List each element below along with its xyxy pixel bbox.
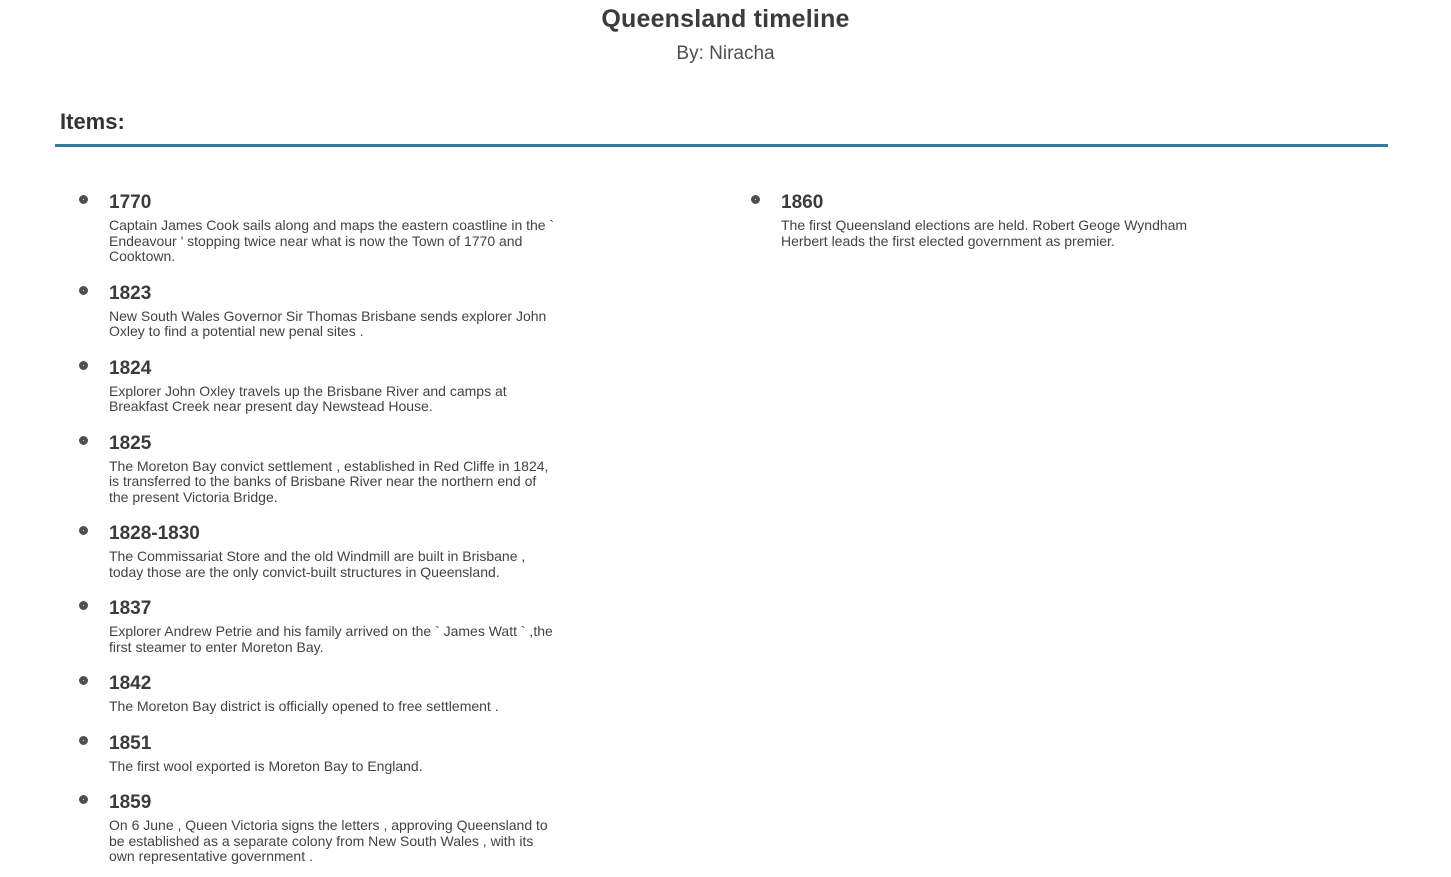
- page-title: Queensland timeline: [601, 5, 850, 33]
- circle-bullet-icon: [79, 736, 88, 745]
- item-year: 1828-1830: [109, 523, 200, 544]
- timeline-item: [55, 732, 727, 775]
- timeline-item: [55, 432, 727, 506]
- item-description: New South Wales Governor Sir Thomas Brisbane sends explorer John Oxley to find a potential new penal sites .: [109, 307, 547, 339]
- circle-bullet-icon: [79, 286, 88, 295]
- item-description: The Commissariat Store and the old Windmill are built in Brisbane , today those are the only convict-built structures in Queensland.: [109, 548, 526, 580]
- circle-bullet-icon: [79, 436, 88, 445]
- timeline-item: [55, 522, 727, 580]
- item-year: 1842: [109, 673, 152, 694]
- item-year: 1824: [109, 357, 152, 379]
- circle-bullet-icon: [751, 195, 760, 204]
- items-label: Items:: [60, 109, 125, 134]
- timeline: [55, 191, 1451, 877]
- timeline-column-2: [727, 191, 1399, 877]
- item-description: The Moreton Bay district is officially opened to free settlement .: [109, 698, 499, 714]
- item-description: The first wool exported is Moreton Bay to England.: [109, 757, 423, 774]
- item-description: The first Queensland elections are held. Robert Geoge Wyndham Herbert leads the first elected government as premier.: [781, 217, 1188, 249]
- circle-bullet-icon: [79, 795, 88, 804]
- item-year: 1860: [781, 192, 824, 213]
- timeline-item: [55, 191, 727, 265]
- timeline-item: [55, 672, 727, 715]
- item-year: 1859: [109, 792, 152, 813]
- timeline-item: [55, 282, 727, 340]
- item-year: 1823: [109, 282, 152, 304]
- item-description: Explorer Andrew Petrie and his family arrived on the ` James Watt ` ,the first steamer to enter Moreton Bay.: [109, 623, 553, 655]
- circle-bullet-icon: [79, 601, 88, 610]
- timeline-item: [55, 597, 727, 655]
- circle-bullet-icon: [79, 361, 88, 370]
- item-year: 1825: [109, 432, 152, 454]
- timeline-item: [55, 791, 727, 865]
- circle-bullet-icon: [79, 526, 88, 535]
- byline: By: Niracha: [676, 43, 775, 64]
- item-year: 1837: [109, 598, 152, 619]
- item-description: Captain James Cook sails along and maps the eastern coastline in the ` Endeavour ' stopping twice near what is now the Town of 1770 and Cooktown.: [109, 217, 555, 264]
- item-description: On 6 June , Queen Victoria signs the letters , approving Queensland to be established as a separate colony from New South Wales , with its own representative government .: [109, 817, 548, 864]
- timeline-item: [727, 191, 1399, 249]
- item-description: The Moreton Bay convict settlement , established in Red Cliffe in 1824, is transferred to the banks of Brisbane River near the northern end of the present Victoria Bridge.: [109, 457, 549, 505]
- timeline-item: [55, 357, 727, 415]
- items-divider: [55, 144, 1388, 147]
- circle-bullet-icon: [79, 195, 88, 204]
- circle-bullet-icon: [79, 676, 88, 685]
- timeline-column-1: [55, 191, 727, 877]
- item-description: Explorer John Oxley travels up the Brisbane River and camps at Breakfast Creek near present day Newstead House.: [109, 382, 507, 414]
- item-year: 1770: [109, 192, 152, 213]
- item-year: 1851: [109, 732, 152, 754]
